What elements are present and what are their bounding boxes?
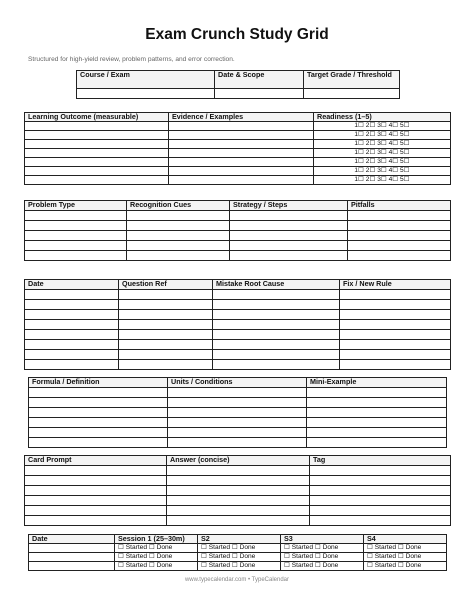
grid-cell[interactable] (348, 241, 451, 251)
evidence-cell[interactable] (169, 122, 314, 131)
outcome-cell[interactable] (25, 149, 169, 158)
grid-cell[interactable] (167, 516, 310, 526)
grid-cell[interactable] (348, 211, 451, 221)
grid-cell[interactable] (25, 211, 127, 221)
readiness-scale[interactable]: 1☐ 2☐ 3☐ 4☐ 5☐ (314, 131, 451, 140)
grid-cell[interactable] (213, 330, 340, 340)
grid-cell[interactable] (167, 496, 310, 506)
problem-type-header: Problem Type (25, 201, 127, 211)
grid-cell[interactable] (340, 310, 451, 320)
grid-cell[interactable] (29, 428, 168, 438)
session-1-header: Session 1 (25–30m) (115, 535, 198, 544)
answer-concise-header: Answer (concise) (167, 456, 310, 466)
grid-cell[interactable] (307, 418, 447, 428)
learning-outcomes-table (24, 112, 451, 185)
session-status-checkboxes[interactable]: ☐ Started ☐ Done (364, 553, 447, 562)
grid-cell[interactable] (119, 290, 213, 300)
session-2-header: S2 (198, 535, 281, 544)
readiness-scale[interactable]: 1☐ 2☐ 3☐ 4☐ 5☐ (314, 122, 451, 131)
readiness-scale[interactable]: 1☐ 2☐ 3☐ 4☐ 5☐ (314, 167, 451, 176)
grid-cell[interactable] (25, 466, 167, 476)
flash-cards-table (24, 455, 451, 526)
readiness-header: Readiness (1–5) (314, 113, 451, 122)
page-subtitle: Structured for high-yield review, problem patterns, and error correction. (28, 56, 235, 63)
grid-cell[interactable] (127, 211, 230, 221)
grid-cell[interactable] (29, 408, 168, 418)
grid-cell[interactable] (119, 350, 213, 360)
evidence-header: Evidence / Examples (169, 113, 314, 122)
grid-cell[interactable] (213, 340, 340, 350)
session-status-checkboxes[interactable]: ☐ Started ☐ Done (364, 544, 447, 553)
grid-cell[interactable] (119, 330, 213, 340)
session-date-cell[interactable] (29, 553, 115, 562)
grid-cell[interactable] (168, 388, 307, 398)
grid-cell[interactable] (167, 476, 310, 486)
question-ref-header: Question Ref (119, 280, 213, 290)
grid-cell[interactable] (25, 516, 167, 526)
session-status-checkboxes[interactable]: ☐ Started ☐ Done (115, 553, 198, 562)
grid-cell[interactable] (168, 438, 307, 448)
grid-cell[interactable] (213, 290, 340, 300)
grid-cell[interactable] (307, 438, 447, 448)
grid-cell[interactable] (348, 221, 451, 231)
formula-definition-header: Formula / Definition (29, 378, 168, 388)
session-status-checkboxes[interactable]: ☐ Started ☐ Done (198, 544, 281, 553)
outcome-cell[interactable] (25, 167, 169, 176)
grid-cell[interactable] (29, 388, 168, 398)
session-4-header: S4 (364, 535, 447, 544)
session-status-checkboxes[interactable]: ☐ Started ☐ Done (281, 553, 364, 562)
grid-cell[interactable] (213, 350, 340, 360)
grid-cell[interactable] (307, 408, 447, 418)
grid-cell[interactable] (168, 398, 307, 408)
grid-cell[interactable] (29, 398, 168, 408)
grid-cell[interactable] (25, 241, 127, 251)
grid-cell[interactable] (307, 428, 447, 438)
grid-cell[interactable] (119, 310, 213, 320)
session-status-checkboxes[interactable]: ☐ Started ☐ Done (115, 544, 198, 553)
grid-cell[interactable] (25, 476, 167, 486)
grid-cell[interactable] (25, 330, 119, 340)
page-footer: www.typecalendar.com • TypeCalendar (184, 577, 290, 583)
date-scope-header: Date & Scope (215, 71, 304, 89)
grid-cell[interactable] (168, 418, 307, 428)
readiness-scale[interactable]: 1☐ 2☐ 3☐ 4☐ 5☐ (314, 140, 451, 149)
learning-outcome-header: Learning Outcome (measurable) (25, 113, 169, 122)
grid-cell[interactable] (119, 360, 213, 370)
outcome-cell[interactable] (25, 122, 169, 131)
grid-cell[interactable] (307, 398, 447, 408)
session-date-cell[interactable] (29, 562, 115, 571)
mistakes-log-table (24, 279, 451, 370)
mini-example-header: Mini-Example (307, 378, 447, 388)
grid-cell[interactable] (25, 320, 119, 330)
grid-cell[interactable] (127, 241, 230, 251)
grid-cell[interactable] (340, 300, 451, 310)
problem-types-table (24, 200, 451, 261)
outcome-cell[interactable] (25, 158, 169, 167)
sessions-table (28, 534, 447, 571)
grid-cell[interactable] (25, 486, 167, 496)
grid-cell[interactable] (25, 340, 119, 350)
grid-cell[interactable] (307, 388, 447, 398)
grid-cell[interactable] (310, 506, 451, 516)
recognition-cues-header: Recognition Cues (127, 201, 230, 211)
grid-cell[interactable] (119, 300, 213, 310)
readiness-scale[interactable]: 1☐ 2☐ 3☐ 4☐ 5☐ (314, 176, 451, 185)
date-scope-field[interactable] (215, 89, 304, 99)
course-exam-field[interactable] (77, 89, 215, 99)
session-status-checkboxes[interactable]: ☐ Started ☐ Done (364, 562, 447, 571)
readiness-scale[interactable]: 1☐ 2☐ 3☐ 4☐ 5☐ (314, 149, 451, 158)
evidence-cell[interactable] (169, 167, 314, 176)
grid-cell[interactable] (29, 438, 168, 448)
evidence-cell[interactable] (169, 176, 314, 185)
grid-cell[interactable] (167, 506, 310, 516)
target-grade-field[interactable] (304, 89, 400, 99)
grid-cell[interactable] (340, 340, 451, 350)
grid-cell[interactable] (340, 320, 451, 330)
session-status-checkboxes[interactable]: ☐ Started ☐ Done (198, 562, 281, 571)
grid-cell[interactable] (25, 506, 167, 516)
grid-cell[interactable] (127, 221, 230, 231)
outcome-cell[interactable] (25, 131, 169, 140)
course-exam-header: Course / Exam (77, 71, 215, 89)
session-date-cell[interactable] (29, 544, 115, 553)
grid-cell[interactable] (213, 310, 340, 320)
grid-cell[interactable] (25, 310, 119, 320)
outcome-cell[interactable] (25, 140, 169, 149)
exam-info-table (76, 70, 400, 99)
evidence-cell[interactable] (169, 149, 314, 158)
grid-cell[interactable] (25, 221, 127, 231)
session-status-checkboxes[interactable]: ☐ Started ☐ Done (198, 553, 281, 562)
grid-cell[interactable] (119, 320, 213, 330)
grid-cell[interactable] (230, 221, 348, 231)
date-header: Date (25, 280, 119, 290)
grid-cell[interactable] (340, 350, 451, 360)
page-title: Exam Crunch Study Grid (145, 26, 329, 43)
grid-cell[interactable] (127, 231, 230, 241)
grid-cell[interactable] (29, 418, 168, 428)
grid-cell[interactable] (230, 231, 348, 241)
session-date-header: Date (29, 535, 115, 544)
grid-cell[interactable] (213, 300, 340, 310)
grid-cell[interactable] (25, 231, 127, 241)
tag-header: Tag (310, 456, 451, 466)
grid-cell[interactable] (167, 466, 310, 476)
grid-cell[interactable] (230, 211, 348, 221)
grid-cell[interactable] (310, 466, 451, 476)
session-status-checkboxes[interactable]: ☐ Started ☐ Done (115, 562, 198, 571)
grid-cell[interactable] (25, 360, 119, 370)
evidence-cell[interactable] (169, 140, 314, 149)
grid-cell[interactable] (25, 496, 167, 506)
session-status-checkboxes[interactable]: ☐ Started ☐ Done (281, 562, 364, 571)
outcome-cell[interactable] (25, 176, 169, 185)
grid-cell[interactable] (310, 486, 451, 496)
fix-new-rule-header: Fix / New Rule (340, 280, 451, 290)
grid-cell[interactable] (25, 290, 119, 300)
units-conditions-header: Units / Conditions (168, 378, 307, 388)
session-status-checkboxes[interactable]: ☐ Started ☐ Done (281, 544, 364, 553)
mistake-root-cause-header: Mistake Root Cause (213, 280, 340, 290)
grid-cell[interactable] (348, 251, 451, 261)
grid-cell[interactable] (340, 360, 451, 370)
grid-cell[interactable] (348, 231, 451, 241)
grid-cell[interactable] (230, 251, 348, 261)
session-3-header: S3 (281, 535, 364, 544)
strategy-steps-header: Strategy / Steps (230, 201, 348, 211)
grid-cell[interactable] (340, 290, 451, 300)
grid-cell[interactable] (310, 496, 451, 506)
pitfalls-header: Pitfalls (348, 201, 451, 211)
target-grade-header: Target Grade / Threshold (304, 71, 400, 89)
grid-cell[interactable] (168, 428, 307, 438)
evidence-cell[interactable] (169, 131, 314, 140)
evidence-cell[interactable] (169, 158, 314, 167)
grid-cell[interactable] (310, 476, 451, 486)
grid-cell[interactable] (168, 408, 307, 418)
card-prompt-header: Card Prompt (25, 456, 167, 466)
grid-cell[interactable] (213, 320, 340, 330)
grid-cell[interactable] (230, 241, 348, 251)
formula-table (28, 377, 447, 448)
grid-cell[interactable] (25, 300, 119, 310)
grid-cell[interactable] (25, 251, 127, 261)
grid-cell[interactable] (127, 251, 230, 261)
grid-cell[interactable] (213, 360, 340, 370)
grid-cell[interactable] (25, 350, 119, 360)
grid-cell[interactable] (167, 486, 310, 496)
grid-cell[interactable] (310, 516, 451, 526)
grid-cell[interactable] (119, 340, 213, 350)
grid-cell[interactable] (340, 330, 451, 340)
readiness-scale[interactable]: 1☐ 2☐ 3☐ 4☐ 5☐ (314, 158, 451, 167)
